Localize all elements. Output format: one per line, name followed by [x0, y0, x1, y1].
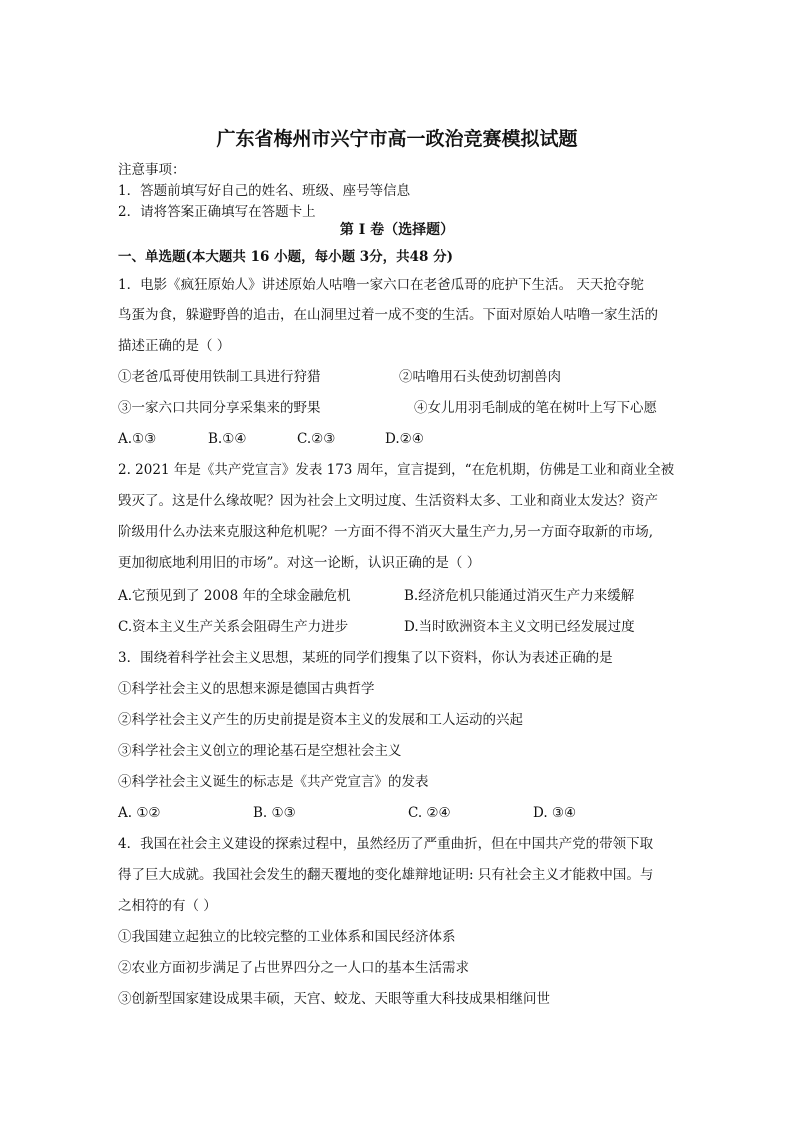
q1-statement: ①老爸瓜哥使用铁制工具进行狩猎: [118, 369, 321, 385]
q1-option: A.①③: [118, 431, 157, 447]
q3-option: D. ③④: [533, 805, 577, 821]
q3-option: C. ②④: [408, 805, 451, 821]
q4-statement: ③创新型国家建设成果丰硕，天宫、蛟龙、天眼等重大科技成果相继问世: [118, 991, 550, 1007]
q2-option: D.当时欧洲资本主义文明已经发展过度: [404, 619, 635, 635]
q4-line: 4．我国在社会主义建设的探索过程中，虽然经历了严重曲折，但在中国共产党的带领下取: [118, 836, 654, 852]
q4-line: 得了巨大成就。我国社会发生的翻天覆地的变化雄辩地证明: 只有社会主义才能救中国。与: [118, 867, 654, 883]
q3-statement: ②科学社会主义产生的历史前提是资本主义的发展和工人运动的兴起: [118, 712, 523, 728]
q3-statement: ④科学社会主义诞生的标志是《共产党宣言》的发表: [118, 774, 429, 790]
q2-line: 更加彻底地利用旧的市场”。对这一论断，认识正确的是（ ）: [118, 555, 481, 571]
section-title: 第 I 卷（选择题）: [339, 222, 455, 238]
q4-statement: ②农业方面初步满足了占世界四分之一人口的基本生活需求: [118, 960, 469, 976]
notice-item: 2．请将答案正确填写在答题卡上: [118, 204, 316, 220]
q4-line: 之相符的有（ ）: [118, 898, 217, 914]
q3-option: B. ①③: [253, 805, 296, 821]
q1-option: B.①④: [208, 431, 247, 447]
q3-statement: ①科学社会主义的思想来源是德国古典哲学: [118, 681, 375, 697]
q3-line: 3．围绕着科学社会主义思想，某班的同学们搜集了以下资料，你认为表述正确的是: [118, 650, 613, 666]
q1-statement: ③一家六口共同分享采集来的野果: [118, 400, 321, 416]
q3-statement: ③科学社会主义创立的理论基石是空想社会主义: [118, 743, 402, 759]
q1-line: 鸟蛋为食，躲避野兽的追击，在山洞里过着一成不变的生活。下面对原始人咕噜一家生活的: [118, 307, 658, 323]
notice-heading: 注意事项：: [118, 162, 186, 178]
part-heading: 一、单选题(本大题共 16 小题，每小题 3分，共48 分): [118, 249, 454, 265]
q1-statement: ④女儿用羽毛制成的笔在树叶上写下心愿: [414, 400, 657, 416]
notice-item: 1．答题前填写好自己的姓名、班级、座号等信息: [118, 183, 411, 199]
q2-option: A.它预见到了 2008 年的全球金融危机: [118, 588, 351, 604]
q2-line: 2. 2021 年是《共产党宣言》发表 173 周年，宣言提到，“在危机期，仿佛是工业和商业全被: [118, 462, 675, 478]
q1-statement: ②咕噜用石头使劲切割兽肉: [399, 369, 561, 385]
q2-line: 毁灭了。这是什么缘故呢？因为社会上文明过度、生活资料太多、工业和商业太发达？资产: [118, 493, 658, 509]
q3-option: A. ①②: [118, 805, 161, 821]
q2-option: C.资本主义生产关系会阻碍生产力进步: [118, 619, 349, 635]
q4-statement: ①我国建立起独立的比较完整的工业体系和国民经济体系: [118, 929, 456, 945]
q1-line: 1．电影《疯狂原始人》讲述原始人咕噜一家六口在老爸瓜哥的庇护下生活。 天天抢夺鸵: [118, 277, 644, 293]
q1-option: C.②③: [297, 431, 336, 447]
q2-line: 阶级用什么办法来克服这种危机呢？一方面不得不消灭大量生产力,另一方面夺取新的市场,: [118, 524, 654, 540]
exam-title: 广东省梅州市兴宁市高一政治竞赛模拟试题: [216, 128, 578, 150]
q2-option: B.经济危机只能通过消灭生产力来缓解: [404, 588, 635, 604]
q1-line: 描述正确的是（ ）: [118, 338, 231, 354]
q1-option: D.②④: [385, 431, 424, 447]
